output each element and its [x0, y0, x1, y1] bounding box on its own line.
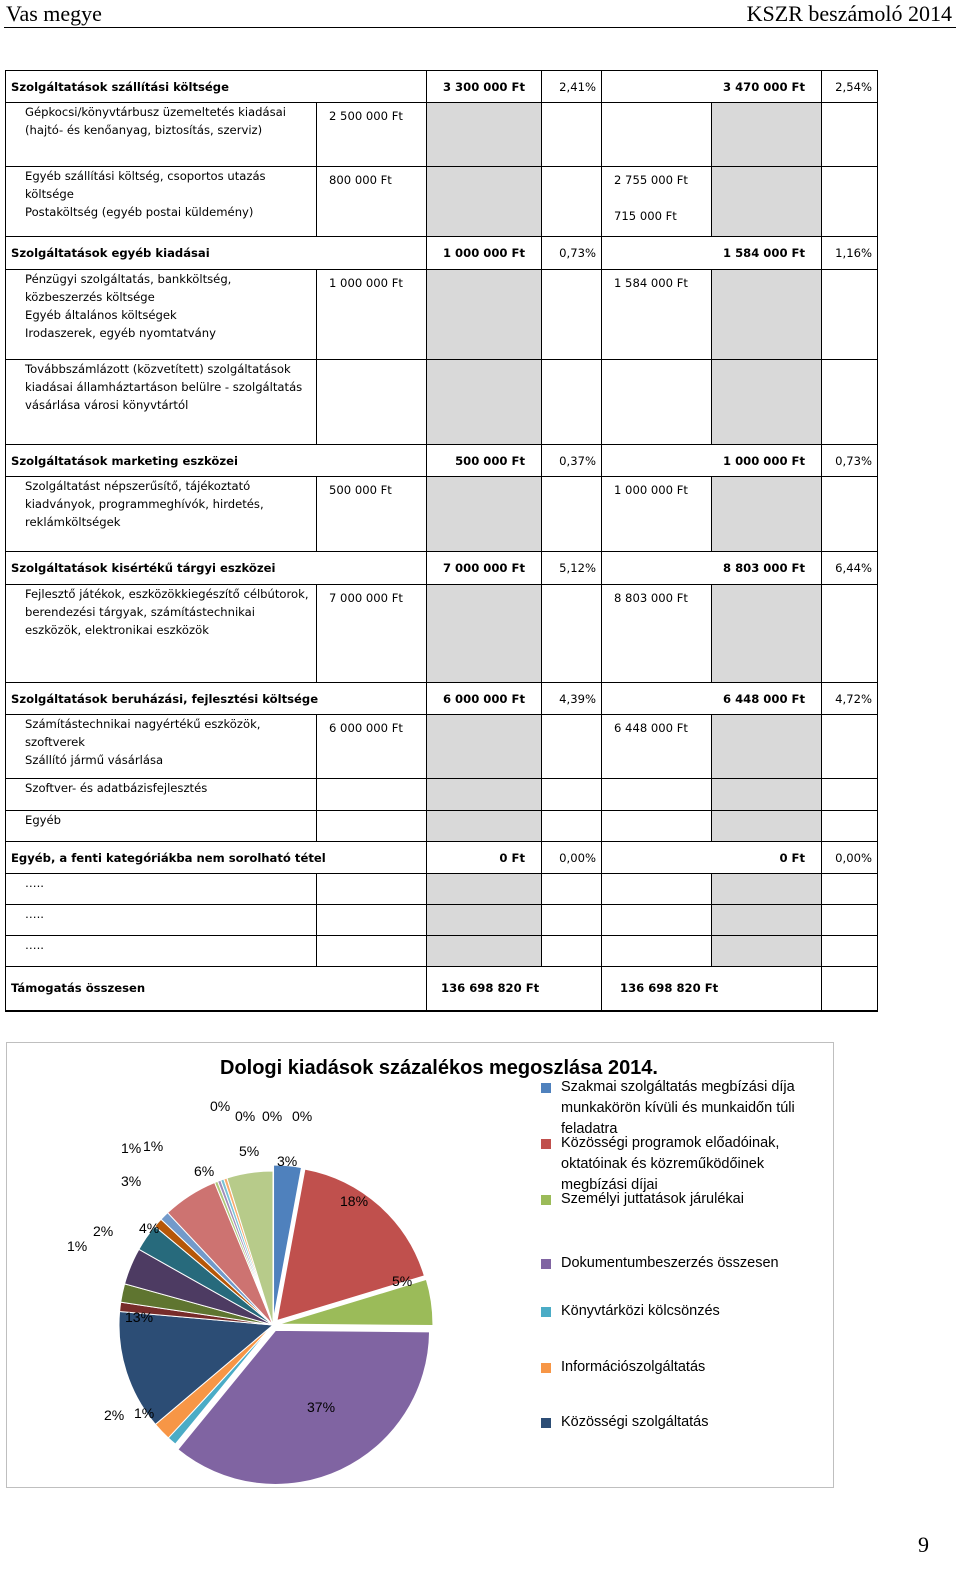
slice-label: 37% [307, 1399, 336, 1415]
slice-label: 1% [143, 1138, 164, 1154]
slice-label: 5% [392, 1273, 413, 1289]
empty-cell [542, 270, 602, 360]
item-amount-2013: 7 000 000 Ft [317, 585, 427, 683]
category-label: Szolgáltatások szállítási költsége [6, 71, 427, 103]
empty-cell [822, 167, 878, 237]
category-row [6, 683, 878, 715]
slice-label: 0% [235, 1108, 256, 1124]
item-amount-2013 [317, 874, 427, 905]
item-amount-2014: 8 803 000 Ft [602, 585, 712, 683]
shaded-cell [712, 477, 822, 552]
slice-label: 0% [210, 1098, 231, 1114]
shaded-cell [427, 874, 542, 905]
table-row [6, 167, 878, 237]
shaded-cell [427, 715, 542, 779]
item-amount-2014: 1 584 000 Ft [602, 270, 712, 360]
item-amount-2013 [317, 936, 427, 967]
item-amount-2014 [602, 779, 712, 811]
empty-cell [542, 167, 602, 237]
item-label: Szolgáltatást népszerűsítő, tájékoztató kiadványok, programmeghívók, hirdetés, reklámköltségek [6, 477, 317, 552]
amount-2014: 6 448 000 Ft [602, 683, 822, 715]
percent-2014: 1,16% [822, 237, 878, 270]
legend-swatch [541, 1418, 551, 1428]
shaded-cell [427, 477, 542, 552]
table-row [6, 103, 878, 167]
slice-label: 0% [292, 1108, 313, 1124]
shaded-cell [427, 585, 542, 683]
item-amount-2013 [317, 779, 427, 811]
percent-2014: 6,44% [822, 552, 878, 585]
shaded-cell [427, 779, 542, 811]
percent-2013: 0,00% [542, 842, 602, 874]
percent-2014: 4,72% [822, 683, 878, 715]
shaded-cell [427, 167, 542, 237]
legend-swatch [541, 1307, 551, 1317]
item-amount-2013: 500 000 Ft [317, 477, 427, 552]
item-amount-2014 [602, 905, 712, 936]
item-amount-2014 [602, 811, 712, 842]
legend-swatch [541, 1139, 551, 1149]
empty-cell [542, 360, 602, 445]
shaded-cell [427, 905, 542, 936]
item-label: Egyéb szállítási költség, csoportos utazás költsége Postaköltség (egyéb postai küldemény) [6, 167, 317, 237]
page-header [4, 0, 956, 28]
legend-label: Közösségi szolgáltatás [561, 1414, 709, 1430]
shaded-cell [712, 167, 822, 237]
slice-label: 2% [93, 1223, 114, 1239]
percent-2013: 2,41% [542, 71, 602, 103]
item-amount-2014: 6 448 000 Ft [602, 715, 712, 779]
percent-2013: 0,73% [542, 237, 602, 270]
empty-cell [822, 103, 878, 167]
amount-2013: 0 Ft [427, 842, 542, 874]
category-row [6, 552, 878, 585]
shaded-cell [712, 874, 822, 905]
slice-label: 3% [121, 1173, 142, 1189]
empty-cell [822, 905, 878, 936]
table-row [6, 874, 878, 905]
empty-cell [542, 477, 602, 552]
item-label: Gépkocsi/könyvtárbusz üzemeltetés kiadásai (hajtó- és kenőanyag, biztosítás, szerviz) [6, 103, 317, 167]
header-county: Vas megye [6, 1, 102, 26]
empty-cell [822, 874, 878, 905]
table-row [6, 715, 878, 779]
item-amount-2013 [317, 811, 427, 842]
category-row [6, 445, 878, 477]
item-label: Pénzügyi szolgáltatás, bankköltség, közbeszerzés költsége Egyéb általános költségek Irodaszerek, egyéb nyomtatvány [6, 270, 317, 360]
slice-label: 1% [121, 1140, 142, 1156]
slice-label: 0% [262, 1108, 283, 1124]
amount-2014: 8 803 000 Ft [602, 552, 822, 585]
amount-2014: 1 000 000 Ft [602, 445, 822, 477]
item-amount-2014 [602, 936, 712, 967]
legend-label: Közösségi programok előadóinak, oktatóinak és közreműködőinek megbízási díjai [561, 1135, 780, 1193]
shaded-cell [427, 811, 542, 842]
category-label: Szolgáltatások kisértékű tárgyi eszközei [6, 552, 427, 585]
item-label: Továbbszámlázott (közvetített) szolgáltatások kiadásai államháztartáson belülre - szolgáltatás vásárlása városi könyvtártól [6, 360, 317, 445]
shaded-cell [712, 360, 822, 445]
amount-2013: 1 000 000 Ft [427, 237, 542, 270]
header-report-title: KSZR beszámoló 2014 [746, 1, 952, 26]
table-row [6, 936, 878, 967]
item-amount-2014 [602, 874, 712, 905]
total-row [6, 967, 878, 1011]
budget-table [5, 70, 878, 1012]
category-row [6, 237, 878, 270]
item-amount-2013: 1 000 000 Ft [317, 270, 427, 360]
legend-swatch [541, 1259, 551, 1269]
slice-label: 5% [239, 1143, 260, 1159]
slice-label: 4% [139, 1220, 160, 1236]
legend-label: Információszolgáltatás [561, 1359, 706, 1375]
item-amount-2014 [602, 103, 712, 167]
category-row [6, 71, 878, 103]
amount-2013: 500 000 Ft [427, 445, 542, 477]
slice-label: 3% [277, 1153, 298, 1169]
chart-title: Dologi kiadások százalékos megoszlása 2014. [220, 1057, 658, 1079]
shaded-cell [427, 103, 542, 167]
total-amount-2014: 136 698 820 Ft [602, 967, 822, 1011]
total-amount-2013: 136 698 820 Ft [427, 967, 602, 1011]
empty-cell [822, 811, 878, 842]
empty-cell [542, 905, 602, 936]
item-label: ….. [6, 874, 317, 905]
slice-label: 6% [194, 1163, 215, 1179]
item-amount-2013: 800 000 Ft [317, 167, 427, 237]
empty-cell [542, 585, 602, 683]
shaded-cell [427, 936, 542, 967]
item-amount-2013: 6 000 000 Ft [317, 715, 427, 779]
shaded-cell [712, 936, 822, 967]
item-amount-2014: 1 000 000 Ft [602, 477, 712, 552]
percent-2014: 2,54% [822, 71, 878, 103]
item-label: Fejlesztő játékok, eszközökkiegészítő célbútorok, berendezési tárgyak, számítástechnikai eszközök, elektronikai eszközök [6, 585, 317, 683]
table-row [6, 811, 878, 842]
shaded-cell [712, 779, 822, 811]
percent-2013: 0,37% [542, 445, 602, 477]
empty-cell [542, 874, 602, 905]
amount-2013: 6 000 000 Ft [427, 683, 542, 715]
category-label: Egyéb, a fenti kategóriákba nem sorolható tétel [6, 842, 427, 874]
legend-label: Személyi juttatások járulékai [561, 1191, 744, 1207]
empty-cell [822, 936, 878, 967]
category-label: Szolgáltatások marketing eszközei [6, 445, 427, 477]
shaded-cell [712, 905, 822, 936]
percent-2013: 5,12% [542, 552, 602, 585]
item-label: Szoftver- és adatbázisfejlesztés [6, 779, 317, 811]
table-row [6, 270, 878, 360]
empty-cell [542, 715, 602, 779]
slice-label: 2% [104, 1407, 125, 1423]
category-row [6, 842, 878, 874]
page-number: 9 [918, 1532, 929, 1557]
legend-label: Könyvtárközi kölcsönzés [561, 1303, 720, 1319]
item-label: Számítástechnikai nagyértékű eszközök, szoftverek Szállító jármű vásárlása [6, 715, 317, 779]
table-row [6, 360, 878, 445]
item-amount-2013 [317, 905, 427, 936]
legend-label: Dokumentumbeszerzés összesen [561, 1255, 779, 1271]
slice-label: 18% [340, 1193, 369, 1209]
item-amount-2013 [317, 360, 427, 445]
amount-2013: 7 000 000 Ft [427, 552, 542, 585]
empty-cell [822, 270, 878, 360]
empty-cell [822, 779, 878, 811]
shaded-cell [712, 103, 822, 167]
shaded-cell [427, 360, 542, 445]
item-label: Egyéb [6, 811, 317, 842]
amount-2013: 3 300 000 Ft [427, 71, 542, 103]
table-row [6, 779, 878, 811]
item-label: ….. [6, 936, 317, 967]
legend-label: Szakmai szolgáltatás megbízási díja munkakörön kívüli és munkaidőn túli feladatra [561, 1079, 795, 1137]
table-row [6, 905, 878, 936]
shaded-cell [712, 811, 822, 842]
item-label: ….. [6, 905, 317, 936]
percent-2014: 0,00% [822, 842, 878, 874]
percent-2013: 4,39% [542, 683, 602, 715]
empty-cell [542, 936, 602, 967]
empty-cell [542, 811, 602, 842]
empty-cell [542, 103, 602, 167]
pie-chart [6, 1042, 834, 1488]
shaded-cell [712, 715, 822, 779]
legend-swatch [541, 1195, 551, 1205]
percent-2014: 0,73% [822, 445, 878, 477]
item-amount-2013: 2 500 000 Ft [317, 103, 427, 167]
legend-swatch [541, 1083, 551, 1093]
empty-cell [822, 477, 878, 552]
amount-2014: 1 584 000 Ft [602, 237, 822, 270]
slice-label: 1% [67, 1238, 88, 1254]
table-row [6, 585, 878, 683]
category-label: Szolgáltatások egyéb kiadásai [6, 237, 427, 270]
slice-label: 13% [125, 1309, 154, 1325]
shaded-cell [712, 585, 822, 683]
empty-cell [822, 585, 878, 683]
amount-2014: 3 470 000 Ft [602, 71, 822, 103]
table-row [6, 477, 878, 552]
slice-label: 1% [134, 1405, 155, 1421]
shaded-cell [427, 270, 542, 360]
shaded-cell [712, 270, 822, 360]
empty-cell [542, 779, 602, 811]
empty-cell [822, 715, 878, 779]
category-label: Szolgáltatások beruházási, fejlesztési költsége [6, 683, 427, 715]
total-label: Támogatás összesen [6, 967, 427, 1011]
legend-swatch [541, 1363, 551, 1373]
empty-cell [822, 360, 878, 445]
item-amount-2014 [602, 360, 712, 445]
amount-2014: 0 Ft [602, 842, 822, 874]
empty-cell [822, 967, 878, 1011]
item-amount-2014: 2 755 000 Ft 715 000 Ft [602, 167, 712, 237]
